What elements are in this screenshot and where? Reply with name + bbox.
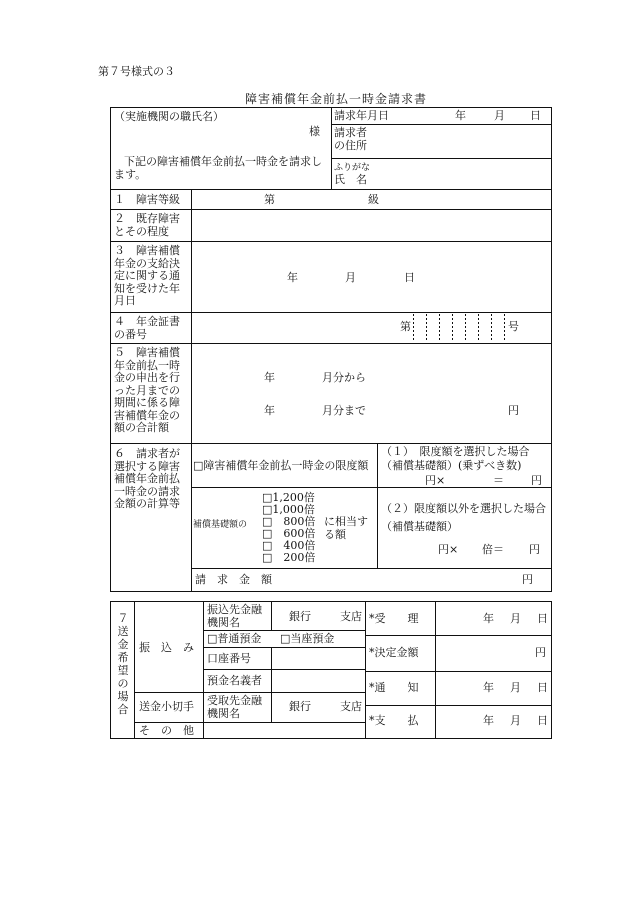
period-from-month: 月分から xyxy=(322,371,366,384)
request-amount-label: 請 求 金 額 xyxy=(195,573,272,586)
pension-total-label: ５ 障害補償年金前払一時金の申出を行った月までの期間に係る障害補償年金の額の合計額 xyxy=(114,346,180,434)
multiplier-option-800[interactable]: □ 800倍 xyxy=(262,515,316,528)
payment-year: 年 xyxy=(483,714,494,727)
receiving-bank-name: 銀行 xyxy=(289,700,311,713)
remittance-check-label: 送金小切手 xyxy=(139,700,194,713)
claimant-name-label: 氏 名 xyxy=(334,173,367,186)
notice-office-year: 年 xyxy=(483,681,494,694)
case1-yen-times: 円× xyxy=(425,474,446,487)
remittance-section-label: ７送金希望の場合 xyxy=(117,612,129,716)
period-total-yen: 円 xyxy=(508,404,519,417)
multiplier-option-1000[interactable]: □1,000倍 xyxy=(262,503,315,516)
notice-year: 年 xyxy=(287,271,298,284)
notice-date-label: ３ 障害補償年金の支給決定に関する通知を受けた年月日 xyxy=(114,244,180,307)
grade-prefix: 第 xyxy=(264,193,275,206)
furigana-label: ふりがな xyxy=(334,163,371,173)
request-amount-yen: 円 xyxy=(522,573,533,586)
period-to-month: 月分まで xyxy=(322,404,366,417)
office-notice-label: *通 知 xyxy=(369,681,419,694)
notice-day: 日 xyxy=(404,271,415,284)
case1-yen: 円 xyxy=(531,474,542,487)
case2-times-equals: 倍＝ xyxy=(482,543,504,556)
account-holder-label: 預金名義者 xyxy=(207,674,262,687)
notice-month: 月 xyxy=(345,271,356,284)
claimant-address-label-1: 請求者 xyxy=(334,126,367,139)
transfer-branch-name: 支店 xyxy=(340,610,362,623)
ordinary-deposit-checkbox[interactable]: □普通預金 xyxy=(207,632,262,645)
office-payment-label: *支 払 xyxy=(369,714,419,727)
honorific-sama: 様 xyxy=(309,125,320,138)
case2-title: （２）限度額以外を選択した場合 xyxy=(381,502,546,515)
office-decided-amount-label: *決定金額 xyxy=(369,646,419,659)
transfer-bank-label: 振込先金融機関名 xyxy=(207,603,262,629)
notice-office-month: 月 xyxy=(510,681,521,694)
grade-suffix: 級 xyxy=(368,193,379,206)
request-sentence: 下記の障害補償年金前払一時金を請求します。 xyxy=(114,155,322,181)
case2-yen: 円 xyxy=(529,543,540,556)
multiplier-option-600[interactable]: □ 600倍 xyxy=(262,527,316,540)
notice-office-day: 日 xyxy=(537,681,548,694)
claim-year: 年 xyxy=(455,109,466,122)
case2-yen-times: 円× xyxy=(438,543,459,556)
receipt-year: 年 xyxy=(483,612,494,625)
prior-disability-label: ２ 既存障害とその程度 xyxy=(114,212,180,238)
checking-deposit-checkbox[interactable]: □当座預金 xyxy=(280,632,335,645)
account-number-label: 口座番号 xyxy=(207,652,251,665)
claim-day: 日 xyxy=(530,109,541,122)
case1-equals: ＝ xyxy=(493,474,504,487)
limit-amount-checkbox[interactable]: □障害補償年金前払一時金の限度額 xyxy=(193,459,369,472)
calculation-label: ６ 請求者が選択する障害補償年金前払一時金の請求金額の計算等 xyxy=(114,447,180,510)
claim-date-label: 請求年月日 xyxy=(334,109,389,122)
form-number: 第７号様式の３ xyxy=(98,65,175,78)
bank-transfer-label: 振 込 み xyxy=(139,641,194,654)
receiving-branch-name: 支店 xyxy=(340,700,362,713)
decided-amount-yen: 円 xyxy=(535,646,546,659)
receipt-month: 月 xyxy=(510,612,521,625)
receipt-day: 日 xyxy=(537,612,548,625)
payment-month: 月 xyxy=(510,714,521,727)
equivalent-amount-label: に相当する額 xyxy=(324,515,368,541)
office-receipt-label: *受 理 xyxy=(369,612,419,625)
form-title: 障害補償年金前払一時金請求書 xyxy=(245,92,428,106)
receiving-bank-label: 受取先金融機関名 xyxy=(207,694,262,720)
grade-label: １ 障害等級 xyxy=(114,193,180,206)
case1-subtitle: （補償基礎額）(乗ずべき数) xyxy=(381,459,522,472)
multiplier-option-1200[interactable]: □1,200倍 xyxy=(262,491,315,504)
certificate-suffix: 号 xyxy=(508,320,519,333)
period-to-year: 年 xyxy=(264,404,275,417)
base-amount-label: 補償基礎額の xyxy=(193,520,248,530)
payment-day: 日 xyxy=(537,714,548,727)
multiplier-option-200[interactable]: □ 200倍 xyxy=(262,551,316,564)
addressee-label: （実施機関の職氏名） xyxy=(114,110,224,123)
multiplier-option-400[interactable]: □ 400倍 xyxy=(262,539,316,552)
case1-title: （１） 限度額を選択した場合 xyxy=(381,445,530,458)
case2-subtitle: （補償基礎額） xyxy=(381,520,458,533)
claim-month: 月 xyxy=(494,109,505,122)
certificate-prefix: 第 xyxy=(400,320,411,333)
other-method-label: そ の 他 xyxy=(139,724,194,737)
claimant-address-label-2: の住所 xyxy=(334,139,367,152)
period-from-year: 年 xyxy=(264,371,275,384)
transfer-bank-name: 銀行 xyxy=(289,610,311,623)
certificate-number-label: ４ 年金証書の番号 xyxy=(114,315,180,341)
